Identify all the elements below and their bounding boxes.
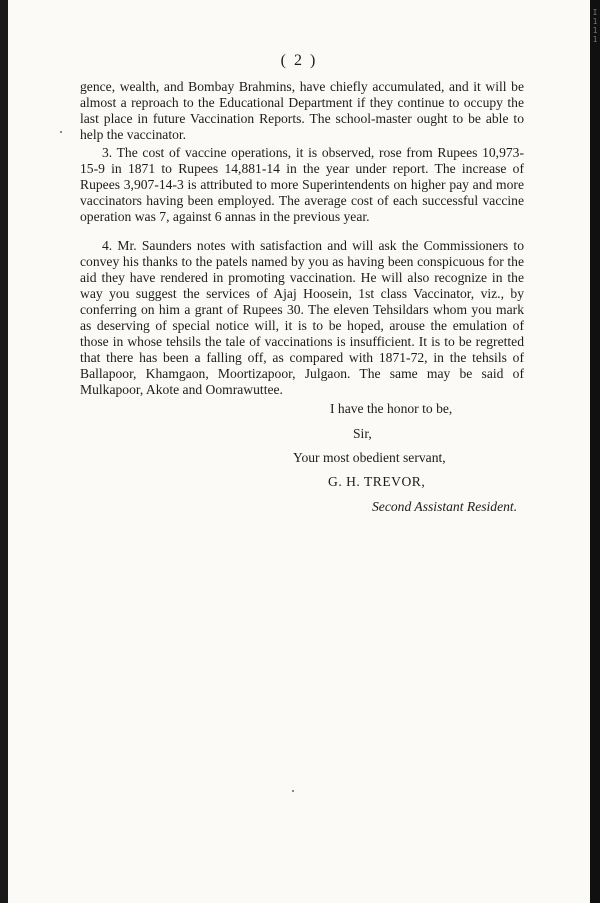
paragraph-text: gence, wealth, and Bombay Brahmins, have chiefly accumulated, and it will be almost a reproach to the Educational Department if they continue to occupy the last place in future Vaccination Reports. The school-master ought to be able to help the vaccinator.	[80, 79, 524, 142]
closing-servant: Your most obedient servant,	[293, 450, 446, 465]
paragraph-4-thanks	[80, 238, 524, 398]
paper-speck	[292, 790, 294, 792]
closing-salutation: I have the honor to be,	[330, 401, 453, 416]
page-number: ( 2 )	[280, 52, 318, 69]
document-page	[8, 0, 590, 903]
paragraph-3-cost	[80, 145, 524, 225]
paragraph-text: 4. Mr. Saunders notes with satisfaction and will ask the Commissioners to convey his thanks to the patels named by you as having been conspicuous for the aid they have rendered in promoting vaccination. He will also recognize in the way you suggest the services of Ajaj Hoosein, 1st class Vaccinator, viz., by conferring on him a grant of Rupees 30. The eleven Tehsildars whom you mark as deserving of special notice will, it is to be hoped, arouse the emulation of those in whose tehsils the tale of vaccinations is insufficient. It is to be regretted that there has been a falling off, as compared with 1871-72, in the tehsils of Ballapoor, Khamgaon, Moortizapoor, Julgaon. The same may be said of Mulkapoor, Akote and Oomrawuttee.	[80, 238, 524, 397]
paper-speck	[60, 131, 62, 133]
closing-sir: Sir,	[353, 426, 372, 441]
paragraph-text: 3. The cost of vaccine operations, it is observed, rose from Rupees 10,973-15-9 in 1871 to Rupees 14,881-14 in the year under report. The increase of Rupees 3,907-14-3 is attributed to more Superintendents on higher pay and more vaccinators having been employed. The average cost of each successful vaccine operation was 7, against 6 annas in the previous year.	[80, 145, 524, 224]
edge-mark: I 1 1 1	[592, 8, 598, 44]
signature-title: Second Assistant Resident.	[372, 499, 518, 514]
paragraph-continuation	[80, 79, 524, 143]
signature-name: G. H. TREVOR,	[328, 474, 426, 489]
scan-edge	[590, 0, 600, 903]
